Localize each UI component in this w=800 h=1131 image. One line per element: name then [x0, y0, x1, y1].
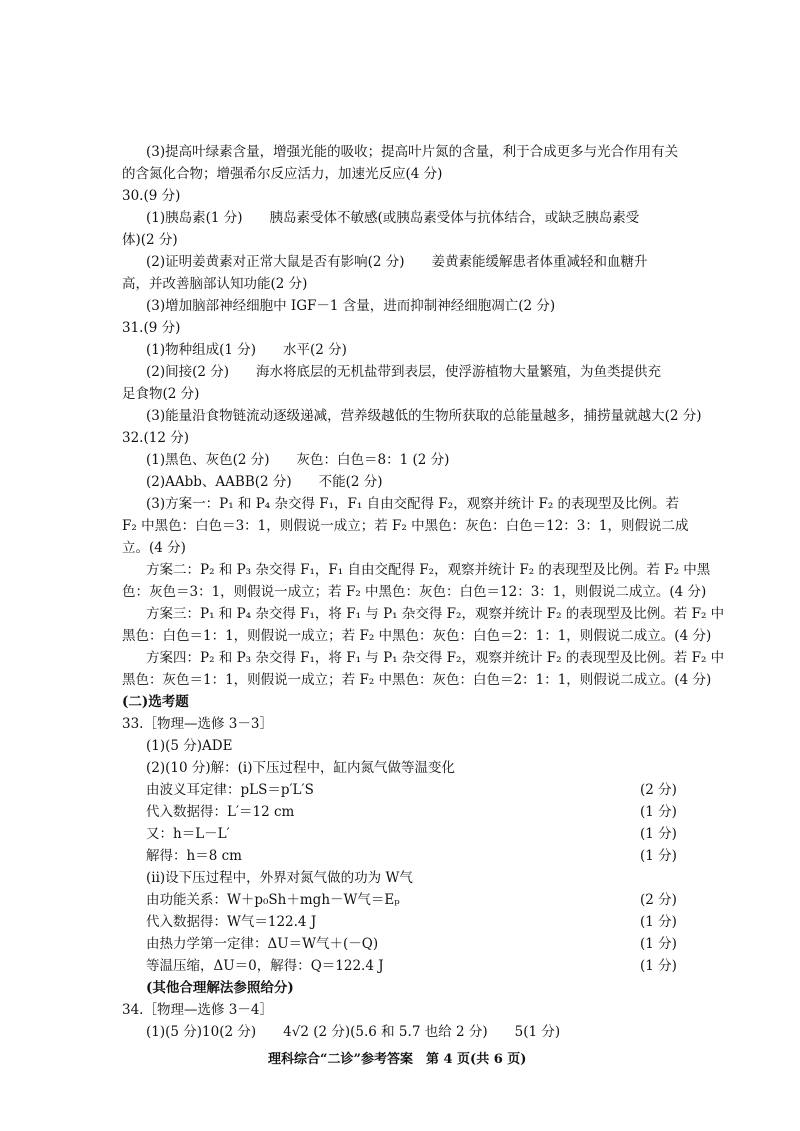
score: (1 分) [640, 826, 677, 842]
equation-line: 由波义耳定律：pLS＝p′L′S [146, 782, 314, 798]
question-heading: 32.(12 分) [122, 430, 189, 446]
equation-line: 又：h＝L－L′ [146, 826, 230, 842]
text-line: (3)能量沿食物链流动逐级递减，营养级越低的生物所获取的总能量越多，捕捞量就越大(2 分) [146, 408, 702, 424]
text-line: (1)(5 分)ADE [146, 738, 233, 754]
score: (2 分) [640, 782, 677, 798]
note-line: (其他合理解法参照给分) [146, 980, 294, 996]
text-line: (2)(10 分)解：(i)下压过程中，缸内氮气做等温变化 [146, 760, 455, 776]
text-line: (2)间接(2 分) 海水将底层的无机盐带到表层，使浮游植物大量繁殖，为鱼类提供充 [146, 364, 662, 380]
equation-line: 由热力学第一定律：ΔU＝W气＋(－Q) [146, 936, 379, 952]
equation-line: 由功能关系：W＋p₀Sh＋mgh－W气＝Eₚ [146, 892, 400, 908]
question-heading: 31.(9 分) [122, 320, 181, 336]
text-line: (3)增加脑部神经细胞中 IGF－1 含量，进而抑制神经细胞凋亡(2 分) [146, 298, 556, 314]
text-line: 方案四：P₂ 和 P₃ 杂交得 F₁，将 F₁ 与 P₁ 杂交得 F₂，观察并统计 F₂ 的表现型及比例。若 F₂ 中 [146, 650, 725, 666]
equation-line: 代入数据得：L′＝12 cm [146, 804, 295, 820]
text-line: 高，并改善脑部认知功能(2 分) [122, 276, 308, 292]
text-line: 足食物(2 分) [122, 386, 200, 402]
text-line: (3)提高叶绿素含量，增强光能的吸收；提高叶片氮的含量，利于合成更多与光合作用有关 [146, 144, 679, 160]
equation-line: 解得：h＝8 cm [146, 848, 242, 864]
section-heading: (二)选考题 [122, 694, 189, 710]
text-line: (2)证明姜黄素对正常大鼠是否有影响(2 分) 姜黄素能缓解患者体重减轻和血糖升 [146, 254, 648, 270]
equation-line: 代入数据得：W气＝122.4 J [146, 914, 317, 930]
score: (1 分) [640, 804, 677, 820]
text-line: (1)物种组成(1 分) 水平(2 分) [146, 342, 347, 358]
equation-line: 等温压缩，ΔU＝0，解得：Q＝122.4 J [146, 958, 384, 974]
text-line: 黑色：灰色＝1：1，则假说一成立；若 F₂ 中黑色：灰色：白色＝2：1：1，则假说二成立。(4 分) [122, 672, 712, 688]
question-heading: 30.(9 分) [122, 188, 181, 204]
text-line: (2)AAbb、AABB(2 分) 不能(2 分) [146, 474, 383, 490]
score: (1 分) [640, 936, 677, 952]
text-line: (1)黑色、灰色(2 分) 灰色：白色＝8：1 (2 分) [146, 452, 450, 468]
text-line: F₂ 中黑色：白色＝3：1，则假说一成立；若 F₂ 中黑色：灰色：白色＝12：3：1，则假说二成 [122, 518, 689, 534]
score: (1 分) [640, 914, 677, 930]
text-line: (ii)设下压过程中，外界对氮气做的功为 W气 [146, 870, 413, 886]
text-line: 的含氮化合物；增强希尔反应活力，加速光反应(4 分) [122, 166, 443, 182]
score: (1 分) [640, 848, 677, 864]
text-line: (1)胰岛素(1 分) 胰岛素受体不敏感(或胰岛素受体与抗体结合，或缺乏胰岛素受 [146, 210, 640, 226]
text-line: (3)方案一：P₁ 和 P₄ 杂交得 F₁，F₁ 自由交配得 F₂，观察并统计 F₂ 的表现型及比例。若 [146, 496, 680, 512]
score: (2 分) [640, 892, 677, 908]
question-heading: 33.［物理—选修 3－3］ [122, 716, 273, 732]
text-line: 黑色：白色＝1：1，则假说一成立；若 F₂ 中黑色：灰色：白色＝2：1：1，则假说二成立。(4 分) [122, 628, 712, 644]
text-line: 立。(4 分) [122, 540, 186, 556]
text-line: 方案三：P₁ 和 P₄ 杂交得 F₁，将 F₁ 与 P₁ 杂交得 F₂，观察并统计 F₂ 的表现型及比例。若 F₂ 中 [146, 606, 725, 622]
text-line: 方案二：P₂ 和 P₃ 杂交得 F₁，F₁ 自由交配得 F₂，观察并统计 F₂ 的表现型及比例。若 F₂ 中黑 [146, 562, 711, 578]
score: (1 分) [640, 958, 677, 974]
text-line: 体)(2 分) [122, 232, 178, 248]
question-heading: 34.［物理—选修 3－4］ [122, 1002, 273, 1018]
text-line: (1)(5 分)10(2 分) 4√2 (2 分)(5.6 和 5.7 也给 2 分) 5(1 分) [146, 1024, 561, 1040]
text-line: 色：灰色＝3：1，则假说一成立；若 F₂ 中黑色：灰色：白色＝12：3：1，则假说二成立。(4 分) [122, 584, 707, 600]
page-footer: 理科综合“二诊”参考答案 第 4 页(共 6 页) [268, 1052, 527, 1067]
